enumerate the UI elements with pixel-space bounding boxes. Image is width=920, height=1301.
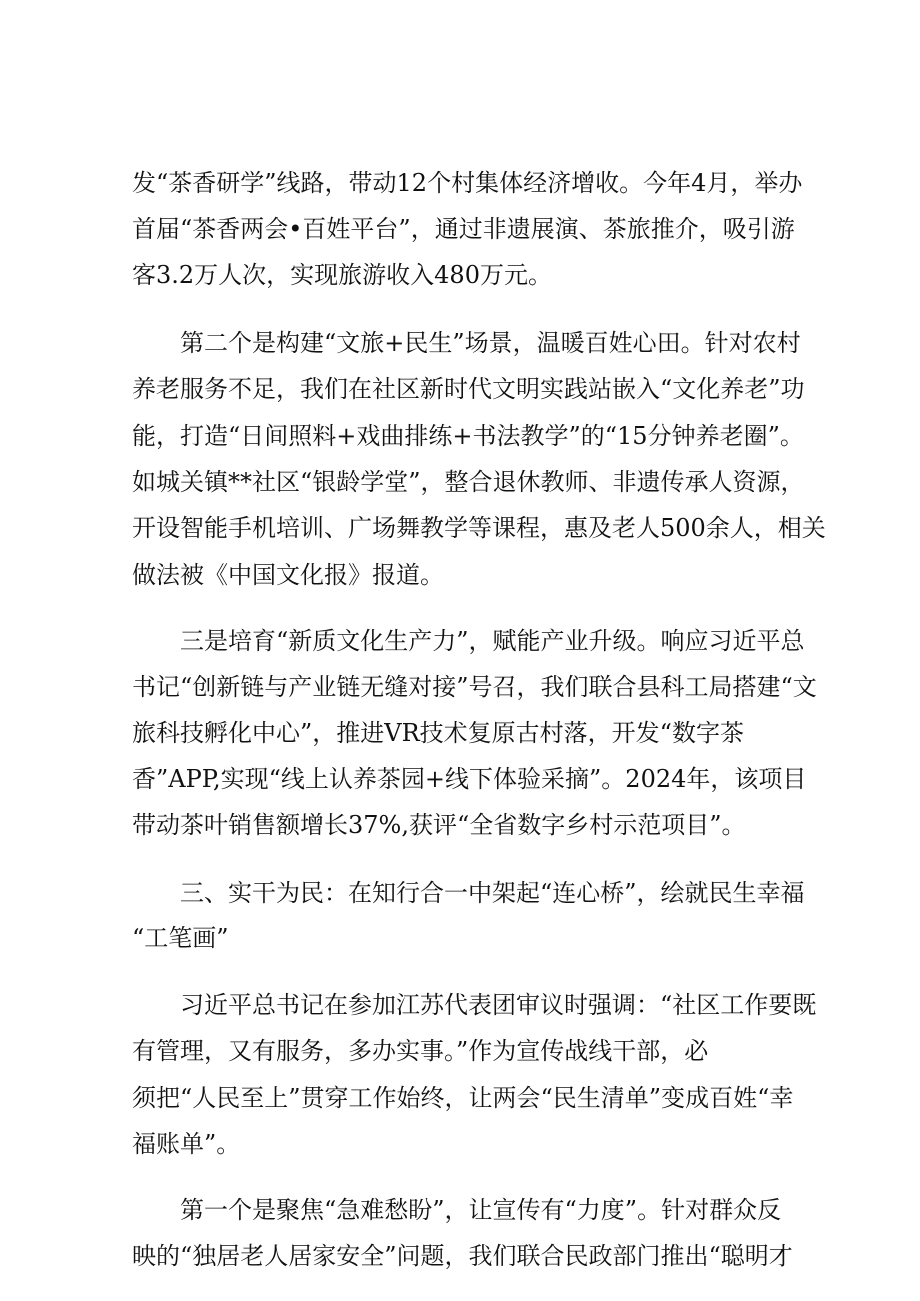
paragraph-line-18: 福账单”。 [132, 1130, 241, 1158]
paragraph-line-6: 能，打造“日间照料+戏曲排练+书法教学”的“15分钟养老圈”。 [132, 422, 804, 450]
section-heading-line-2: “工笔画” [132, 924, 229, 952]
paragraph-line-19: 第一个是聚焦“急难愁盼”，让宣传有“力度”。针对群众反 [180, 1196, 782, 1224]
paragraph-line-8: 开设智能手机培训、广场舞教学等课程，惠及老人500余人，相关 [132, 514, 826, 542]
paragraph-line-16: 有管理，又有服务，多办实事。”作为宣传战线干部，必 [132, 1037, 709, 1065]
paragraph-line-17: 须把“人民至上”贯穿工作始终，让两会“民生清单”变成百姓“幸 [132, 1084, 794, 1112]
paragraph-line-2: 首届“茶香两会•百姓平台”，通过非遗展演、茶旅推介，吸引游 [132, 215, 795, 243]
paragraph-line-7: 如城关镇**社区“银龄学堂”，整合退休教师、非遗传承人资源， [132, 468, 805, 496]
paragraph-line-20: 映的“独居老人居家安全”问题，我们联合民政部门推出“聪明才 [132, 1242, 793, 1270]
paragraph-line-15: 习近平总书记在参加江苏代表团审议时强调：“社区工作要既 [180, 991, 817, 1019]
paragraph-line-10: 三是培育“新质文化生产力”，赋能产业升级。响应习近平总 [180, 627, 805, 655]
paragraph-line-5: 养老服务不足，我们在社区新时代文明实践站嵌入“文化养老”功 [132, 375, 805, 403]
paragraph-line-12: 旅科技孵化中心”，推进VR技术复原古村落，开发“数字茶 [132, 719, 744, 747]
paragraph-line-13: 香”APP,实现“线上认养茶园+线下体验采摘”。2024年，该项目 [132, 765, 807, 793]
paragraph-line-1: 发“茶香研学”线路，带动12个村集体经济增收。今年4月，举办 [132, 169, 803, 197]
section-heading-line-1: 三、实干为民：在知行合一中架起“连心桥”，绘就民生幸福 [180, 879, 805, 907]
paragraph-line-3: 客3.2万人次，实现旅游收入480万元。 [132, 261, 552, 289]
paragraph-line-4: 第二个是构建“文旅+民生”场景，温暖百姓心田。针对农村 [180, 329, 801, 357]
paragraph-line-14: 带动茶叶销售额增长37%,获评“全省数字乡村示范项目”。 [132, 811, 746, 839]
paragraph-line-11: 书记“创新链与产业链无缝对接”号召，我们联合县科工局搭建“文 [132, 673, 817, 701]
paragraph-line-9: 做法被《中国文化报》报道。 [132, 561, 444, 589]
